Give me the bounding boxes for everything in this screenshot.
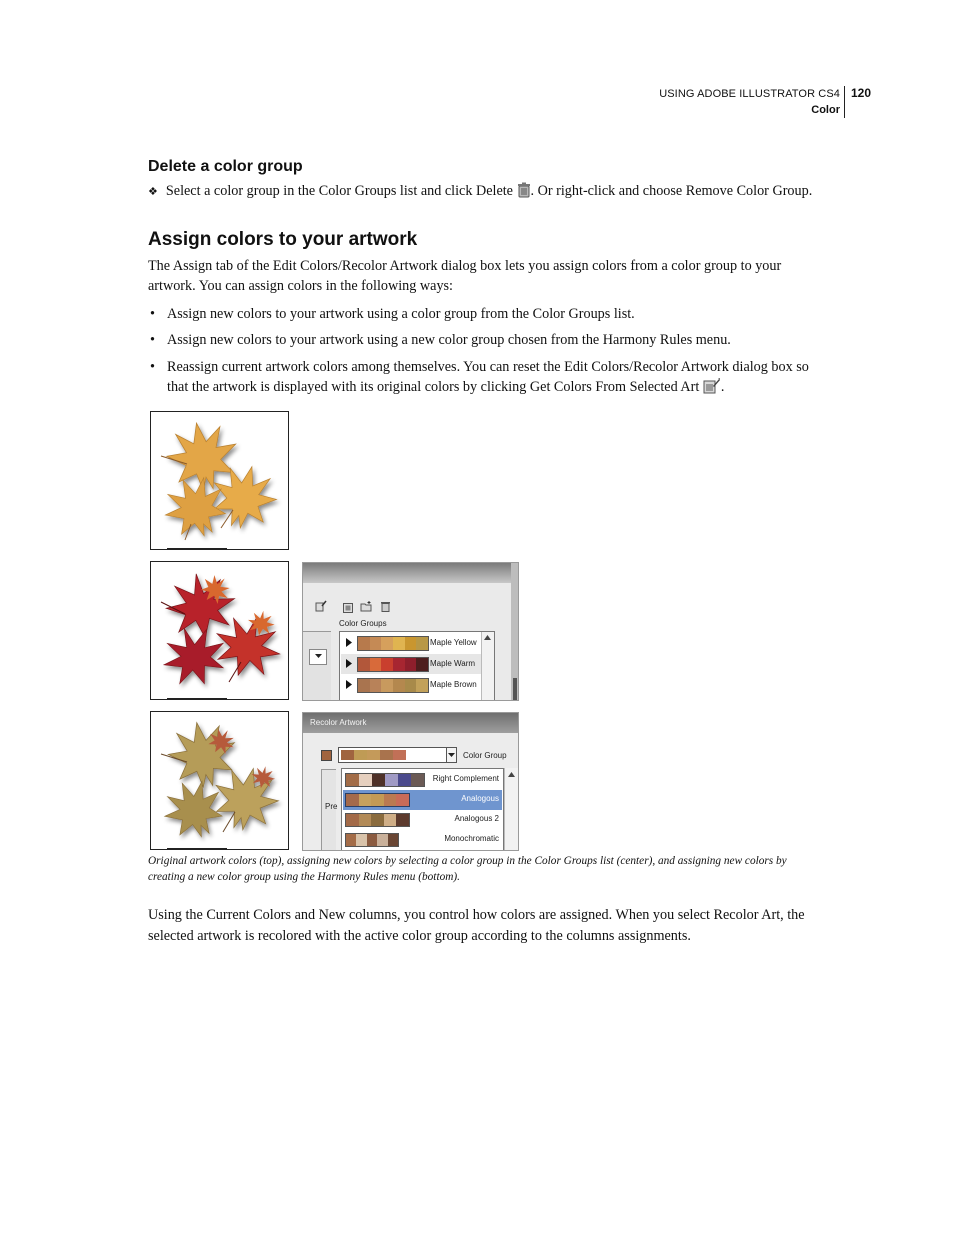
recolor-artwork-panel: [302, 712, 519, 851]
color-swatch: [367, 834, 377, 846]
color-swatch: [416, 637, 428, 650]
color-swatch: [356, 834, 366, 846]
color-swatch: [358, 679, 370, 692]
heading-delete-color-group: Delete a color group: [148, 158, 303, 175]
step-bullet: ❖: [148, 186, 158, 198]
new-group-icon[interactable]: [360, 599, 372, 617]
disclosure-triangle-icon[interactable]: [346, 638, 352, 647]
color-swatch: [396, 814, 409, 826]
color-swatch: [405, 679, 417, 692]
trash-icon: [517, 182, 531, 204]
list-item-text: Assign new colors to your artwork using a new color group chosen from the Harmony Rules menu.: [167, 332, 731, 348]
group-swatches: [357, 636, 429, 651]
delete-group-icon[interactable]: [381, 599, 390, 617]
color-swatch: [381, 658, 393, 671]
intro-line-1: The Assign tab of the Edit Colors/Recolor Artwork dialog box lets you assign colors from a color group to your: [148, 258, 782, 274]
chevron-up-icon: [508, 772, 515, 777]
harmony-rules-dropdown[interactable]: [446, 747, 457, 763]
list-item-text: Assign new colors to your artwork using a color group from the Color Groups list.: [167, 306, 635, 322]
active-group-swatches: [341, 750, 406, 760]
group-swatches: [357, 657, 429, 672]
color-swatch: [393, 637, 405, 650]
color-swatch: [416, 679, 428, 692]
color-swatch: [341, 750, 354, 760]
color-swatch: [393, 750, 406, 760]
delete-step: [148, 181, 868, 204]
harmony-rule-row-selected[interactable]: [343, 790, 502, 810]
caption-line-2: creating a new color group using the Harmony Rules menu (bottom).: [148, 871, 460, 883]
side-label: Pre: [325, 802, 338, 811]
dialog-title: Recolor Artwork: [310, 718, 367, 727]
list-item-text: Reassign current artwork colors among themselves. You can reset the Edit Colors/Recolor Artwork dialog box so: [167, 359, 809, 375]
color-swatch: [377, 834, 387, 846]
color-swatch: [405, 637, 417, 650]
active-group-field[interactable]: [338, 747, 448, 763]
color-swatch: [346, 774, 359, 786]
color-swatch: [370, 637, 382, 650]
rule-name: Analogous: [461, 794, 499, 803]
delete-step-text-2: . Or right-click and choose Remove Color Group.: [530, 183, 813, 199]
scrollbar-thumb[interactable]: [513, 678, 517, 700]
group-name: Maple Brown: [430, 680, 477, 689]
chevron-down-icon: [448, 753, 455, 757]
color-swatch: [416, 658, 428, 671]
color-swatch: [381, 637, 393, 650]
group-name: Maple Yellow: [430, 638, 477, 647]
list-bullet: •: [150, 332, 155, 348]
disclosure-triangle-icon[interactable]: [346, 680, 352, 689]
artwork-recolored-center: [150, 561, 289, 700]
color-swatch: [396, 794, 409, 806]
intro-line-2: artwork. You can assign colors in the following ways:: [148, 278, 453, 294]
running-header-chapter: Color: [811, 104, 840, 116]
panel-titlebar: [303, 713, 518, 733]
active-color-chip[interactable]: [321, 750, 332, 761]
rule-swatches: [345, 833, 399, 847]
closing-line-1: Using the Current Colors and New columns, you control how colors are assigned. When you select Recolor Art, the: [148, 907, 805, 923]
page-number: 120: [851, 86, 872, 100]
rule-swatches: [345, 793, 410, 807]
group-name: Maple Warm: [430, 659, 476, 668]
disclosure-triangle-icon[interactable]: [346, 659, 352, 668]
list-item-end: .: [720, 379, 725, 395]
rule-name: Monochromatic: [444, 834, 499, 843]
color-swatch: [380, 750, 393, 760]
delete-step-text-1: Select a color group in the Color Groups list and click Delete: [165, 183, 513, 199]
artwork-original: [150, 411, 289, 550]
color-swatch: [371, 794, 384, 806]
artwork-recolored-bottom: [150, 711, 289, 850]
list-bullet: •: [150, 359, 155, 375]
rule-swatches: [345, 813, 410, 827]
color-swatch: [388, 834, 398, 846]
color-groups-label: Color Groups: [339, 619, 387, 628]
color-swatch: [370, 679, 382, 692]
color-swatch: [411, 774, 424, 786]
color-swatch: [346, 794, 359, 806]
get-colors-icon[interactable]: [315, 599, 327, 617]
group-swatches: [357, 678, 429, 693]
panel-titlebar: [303, 563, 518, 583]
color-swatch: [385, 774, 398, 786]
list-scrollbar[interactable]: [504, 768, 518, 850]
color-swatch: [384, 794, 397, 806]
color-group-row[interactable]: [341, 633, 481, 653]
color-swatch: [372, 774, 385, 786]
color-swatch: [358, 637, 370, 650]
color-group-row[interactable]: [341, 654, 481, 674]
harmony-rule-row[interactable]: [343, 810, 502, 830]
color-swatch: [405, 658, 417, 671]
rule-name: Analogous 2: [454, 814, 499, 823]
color-swatch: [359, 794, 372, 806]
color-swatch: [367, 750, 380, 760]
figure-caption: [148, 853, 838, 885]
get-colors-from-selected-art-icon: [703, 377, 721, 401]
color-swatch: [346, 814, 359, 826]
save-group-icon[interactable]: [343, 600, 353, 618]
rule-swatches: [345, 773, 425, 787]
color-swatch: [370, 658, 382, 671]
closing-line-2: selected artwork is recolored with the active color group according to the columns assignments.: [148, 928, 691, 944]
list-item-text: that the artwork is displayed with its original colors by clicking Get Colors From Selected Art: [167, 379, 700, 395]
color-swatch: [346, 834, 356, 846]
color-group-row[interactable]: [341, 675, 481, 695]
color-swatch: [359, 814, 372, 826]
heading-assign-colors: Assign colors to your artwork: [148, 229, 418, 250]
header-divider: [844, 86, 845, 118]
color-swatch: [371, 814, 384, 826]
color-swatch: [398, 774, 411, 786]
color-groups-panel: [302, 562, 519, 701]
color-swatch: [381, 679, 393, 692]
left-dropdown[interactable]: [309, 649, 327, 665]
harmony-rule-row[interactable]: [343, 770, 502, 790]
color-swatch: [384, 814, 397, 826]
running-header-book-title: USING ADOBE ILLUSTRATOR CS4: [659, 88, 840, 100]
harmony-rule-row[interactable]: [343, 830, 502, 850]
color-swatch: [354, 750, 367, 760]
color-group-label: Color Group: [463, 751, 507, 760]
color-swatch: [359, 774, 372, 786]
color-swatch: [393, 679, 405, 692]
color-swatch: [358, 658, 370, 671]
rule-name: Right Complement: [432, 774, 499, 783]
list-scrollbar[interactable]: [481, 632, 494, 700]
color-swatch: [393, 658, 405, 671]
list-bullet: •: [150, 306, 155, 322]
caption-line-1: Original artwork colors (top), assigning new colors by selecting a color group in the Color Groups list (center), and assigning new colors by: [148, 855, 787, 867]
